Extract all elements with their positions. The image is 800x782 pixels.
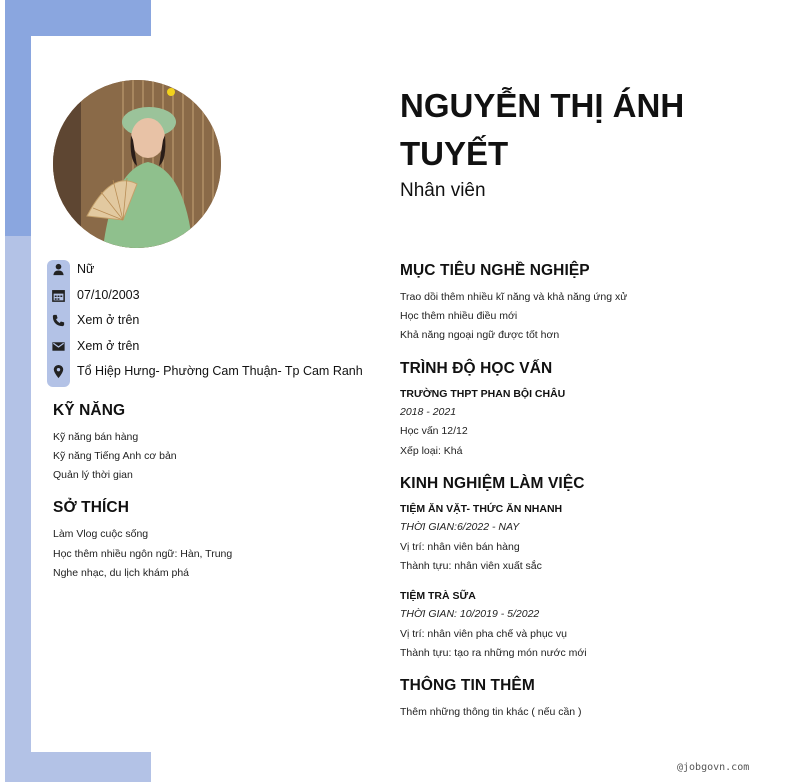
person-icon (51, 262, 66, 277)
job-achievement: Thành tựu: nhân viên xuất sắc (400, 560, 542, 572)
job-position: Vị trí: nhân viên bán hàng (400, 541, 520, 553)
objective-item: Trao dồi thêm nhiều kĩ năng và khả năng ứng xử (400, 291, 628, 303)
hobby-item: Làm Vlog cuộc sống (53, 528, 149, 540)
objective-title: MỤC TIÊU NGHỀ NGHIỆP (400, 262, 590, 279)
experience-title: KINH NGHIỆM LÀM VIỆC (400, 475, 585, 492)
job-company: TIỆM TRÀ SỮA (400, 590, 476, 602)
education-title: TRÌNH ĐỘ HỌC VẤN (400, 360, 553, 377)
hobby-item: Nghe nhạc, du lịch khám phá (53, 567, 190, 579)
education-level: Học vấn 12/12 (400, 425, 468, 437)
skill-item: Quản lý thời gian (53, 469, 133, 481)
contact-text: Xem ở trên (77, 339, 140, 353)
job-position: Vị trí: nhân viên pha chế và phục vụ (400, 628, 567, 640)
education-rank: Xếp loại: Khá (400, 445, 463, 457)
phone-icon (51, 313, 66, 328)
candidate-role: Nhân viên (400, 180, 486, 201)
contact-text: Xem ở trên (77, 313, 140, 327)
calendar-icon (51, 288, 66, 303)
watermark: @jobgovn.com (677, 762, 750, 773)
contact-text: Nữ (77, 262, 95, 276)
job-achievement: Thành tựu: tạo ra những món nước mới (400, 647, 587, 659)
profile-photo (53, 80, 221, 248)
contact-birthday (47, 285, 377, 307)
candidate-name: NGUYỄN THỊ ÁNH TUYẾT (400, 87, 685, 172)
extra-info-text: Thêm những thông tin khác ( nếu cần ) (400, 706, 582, 718)
hobby-item: Học thêm nhiều ngôn ngữ: Hàn, Trung (53, 548, 233, 560)
location-pin-icon (51, 364, 66, 379)
school-name: TRƯỜNG THPT PHAN BỘI CHÂU (400, 388, 566, 400)
contact-gender (47, 259, 377, 281)
mail-icon (51, 339, 66, 354)
skill-item: Kỹ năng Tiếng Anh cơ bản (53, 450, 177, 462)
extra-info-title: THÔNG TIN THÊM (400, 677, 535, 694)
contact-phone (47, 310, 377, 332)
hobbies-title: SỞ THÍCH (53, 499, 130, 516)
objective-item: Học thêm nhiều điều mới (400, 310, 518, 322)
contact-address (47, 361, 377, 383)
job-company: TIỆM ĂN VẶT- THỨC ĂN NHANH (400, 503, 563, 515)
job-period: THỜI GIAN: 10/2019 - 5/2022 (400, 608, 540, 620)
objective-item: Khả năng ngoại ngữ được tốt hơn (400, 329, 560, 341)
skills-title: KỸ NĂNG (53, 402, 126, 419)
contact-text: Tổ Hiệp Hưng- Phường Cam Thuận- Tp Cam Ranh (77, 364, 363, 378)
education-period: 2018 - 2021 (400, 406, 457, 418)
skill-item: Kỹ năng bán hàng (53, 431, 139, 443)
contact-email (47, 336, 377, 358)
contact-text: 07/10/2003 (77, 288, 140, 302)
job-period: THỜI GIAN:6/2022 - NAY (400, 521, 520, 533)
